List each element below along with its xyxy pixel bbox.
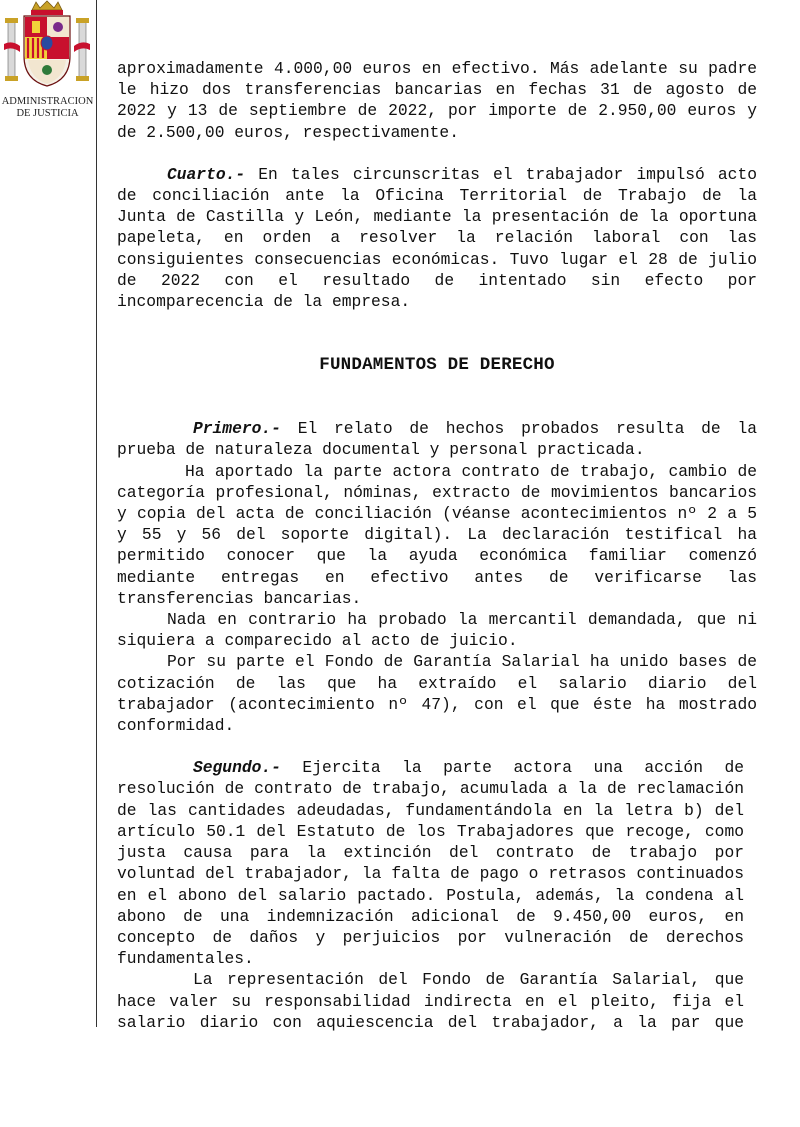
primero-paragraph-2: Ha aportado la parte actora contrato de trabajo, cambio de categoría profesional, nóminas, extracto de movimientos bancarios y copia del acta de conciliación (véanse acontecimientos nº 2 a 5 y 55 y 56 del soporte digital). La declaración testifical ha permitido conocer que la ayuda económica familiar comenzó mediante entregas en efectivo antes de verificarse las transferencias bancarias. [117, 461, 757, 608]
primero-paragraph [117, 418, 757, 460]
section-title: FUNDAMENTOS DE DERECHO [319, 355, 555, 376]
cuarto-text: En tales circunscritas el trabajador impulsó acto de conciliación ante la Oficina Territorial de Trabajo de la Junta de Castilla y León, mediante la presentación de la oportuna papeleta, en orden a resolver la relación laboral con las consiguientes consecuencias económicas. Tuvo lugar el 28 de julio de 2022 con el resultado de intentado sin efecto por incomparecencia de la empresa. [117, 164, 757, 312]
cuarto-paragraph [117, 164, 757, 312]
primero-paragraph-4: Por su parte el Fondo de Garantía Salarial ha unido bases de cotización de las que ha extraído el salario diario del trabajador (acontecimiento nº 47), con el que éste ha mostrado conformidad. [117, 652, 757, 736]
primero-paragraph-3: Nada en contrario ha probado la mercantil demandada, que ni siquiera a comparecido al acto de juicio. [117, 610, 757, 651]
crest-line-justicia: DE JUSTICIA [16, 108, 79, 119]
coat-of-arms-logo [0, 0, 95, 125]
primero-text: El relato de hechos probados resulta de la prueba de naturaleza documental y personal practicada. [117, 419, 757, 460]
segundo-paragraph-2: La representación del Fondo de Garantía Salarial, que hace valer su responsabilidad indirecta en el pleito, fija el salario diario con aquiescencia del trabajador, a la par que [117, 970, 744, 1032]
cuarto-label: Cuarto.- [167, 164, 246, 184]
segundo-label: Segundo.- [193, 758, 281, 778]
document-body [117, 58, 757, 1033]
primero-label: Primero.- [193, 419, 281, 439]
segundo-paragraph [117, 757, 744, 969]
segundo-text: Ejercita la parte actora una acción de resolución de contrato de trabajo, acumulada a la de reclamación de las cantidades adeudadas, fundamentándola en la letra b) del artículo 50.1 del Estatuto de los Trabajadores que recoge, como justa causa para la extinción del contrato de trabajo por voluntad del trabajador, la falta de pago o retrasos continuados en el abono del salario pactado. Postula, además, la condena al abono de una indemnización adicional de 9.450,00 euros, en concepto de daños y perjuicios por vulneración de derechos fundamentales. [117, 758, 744, 969]
spain-crest-icon [2, 0, 92, 96]
crest-line-administracion: ADMINISTRACION [1, 96, 94, 107]
margin-rule [96, 0, 97, 1027]
intro-paragraph: aproximadamente 4.000,00 euros en efectivo. Más adelante su padre le hizo dos transferencias bancarias en fechas 31 de agosto de 2022 y 13 de septiembre de 2022, por importe de 2.950,00 euros y de 2.500,00 euros, respectivamente. [117, 59, 757, 142]
